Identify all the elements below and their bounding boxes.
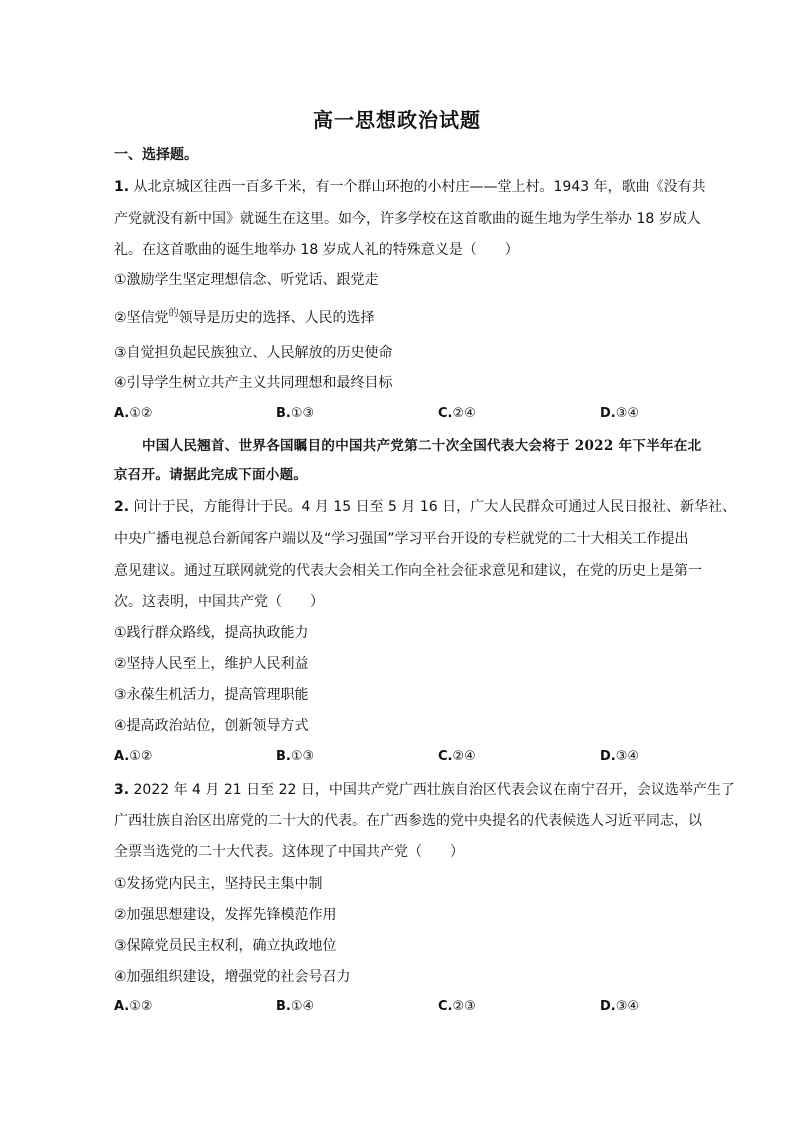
q3-option-a: A.①②: [114, 999, 153, 1014]
q1-stem-line-2: 产党就没有新中国》就诞生在这里。如今，许多学校在这首歌曲的诞生地为学生举办 18 岁成人: [114, 211, 701, 227]
q3-option-c: C.②③: [438, 999, 476, 1014]
q2-item-2: ②坚持人民至上，维护人民利益: [114, 656, 309, 672]
lead-line-2: 京召开。请据此完成下面小题。: [114, 467, 308, 483]
q2-option-d: D.③④: [600, 749, 640, 764]
q2-stem-line-2: 中央广播电视总台新闻客户端以及“学习强国”学习平台开设的专栏就党的二十大相关工作提出: [114, 531, 689, 547]
q1-stem-line-3: 礼。在这首歌曲的诞生地举办 18 岁成人礼的特殊意义是（ ）: [114, 242, 519, 258]
q3-number: 3.: [114, 782, 130, 798]
q3-item-4: ④加强组织建设，增强党的社会号召力: [114, 969, 351, 985]
q3-option-b: B.①④: [276, 999, 315, 1014]
section-heading: 一、选择题。: [114, 147, 198, 163]
q3-item-3: ③保障党员民主权利，确立执政地位: [114, 938, 337, 954]
q1-option-b: B.①③: [276, 406, 315, 421]
q2-option-b: B.①③: [276, 749, 315, 764]
q2-item-1: ①践行群众路线，提高执政能力: [114, 625, 309, 641]
q1-item-3: ③自觉担负起民族独立、人民解放的历史使命: [114, 345, 393, 361]
q2-stem-line-4: 次。这表明，中国共产党（ ）: [114, 594, 324, 610]
q2-option-c: C.②④: [438, 749, 476, 764]
q2-stem-line-3: 意见建议。通过互联网就党的代表大会相关工作向全社会征求意见和建议，在党的历史上是第一: [114, 563, 702, 579]
q3-stem-line-3: 全票当选党的二十大代表。这体现了中国共产党（ ）: [114, 844, 464, 860]
q3-option-d: D.③④: [600, 999, 640, 1014]
q2-item-4: ④提高政治站位，创新领导方式: [114, 718, 309, 734]
q1-option-d: D.③④: [600, 406, 640, 421]
q3-stem-line-2: 广西壮族自治区出席党的二十大的代表。在广西参选的党中央提名的代表候选人习近平同志，以: [114, 813, 702, 829]
q1-item-2: ②坚信党$^的$领导是历史的选择、人民的选择: [114, 308, 375, 326]
q2-option-a: A.①②: [114, 749, 153, 764]
q2-stem-line-1: 2. 问计于民，方能得计于民。4 月 15 日至 5 月 16 日，广大人民群众可通过人民日报社、新华社、: [114, 499, 737, 515]
q2-number: 2.: [114, 499, 130, 515]
q1-number: 1.: [114, 179, 130, 195]
lead-line-1: 中国人民翘首、世界各国瞩目的中国共产党第二十次全国代表大会将于 2022 年下半年在北: [142, 438, 702, 454]
page-title: 高一思想政治试题: [313, 108, 481, 132]
q1-stem-line-1: 1. 从北京城区往西一百多千米，有一个群山环抱的小村庄——堂上村。1943 年，歌曲《没有共: [114, 179, 706, 195]
q3-stem-line-1: 3. 2022 年 4 月 21 日至 22 日，中国共产党广西壮族自治区代表会议在南宁召开，会议选举产生了: [114, 782, 735, 798]
q3-item-1: ①发扬党内民主，坚持民主集中制: [114, 876, 323, 892]
q1-item-4: ④引导学生树立共产主义共同理想和最终目标: [114, 375, 393, 391]
q1-option-a: A.①②: [114, 406, 153, 421]
q1-item-1: ①激励学生坚定理想信念、听党话、跟党走: [114, 272, 379, 288]
q1-option-c: C.②④: [438, 406, 476, 421]
q2-item-3: ③永葆生机活力，提高管理职能: [114, 687, 309, 703]
q3-item-2: ②加强思想建设，发挥先锋模范作用: [114, 907, 337, 923]
